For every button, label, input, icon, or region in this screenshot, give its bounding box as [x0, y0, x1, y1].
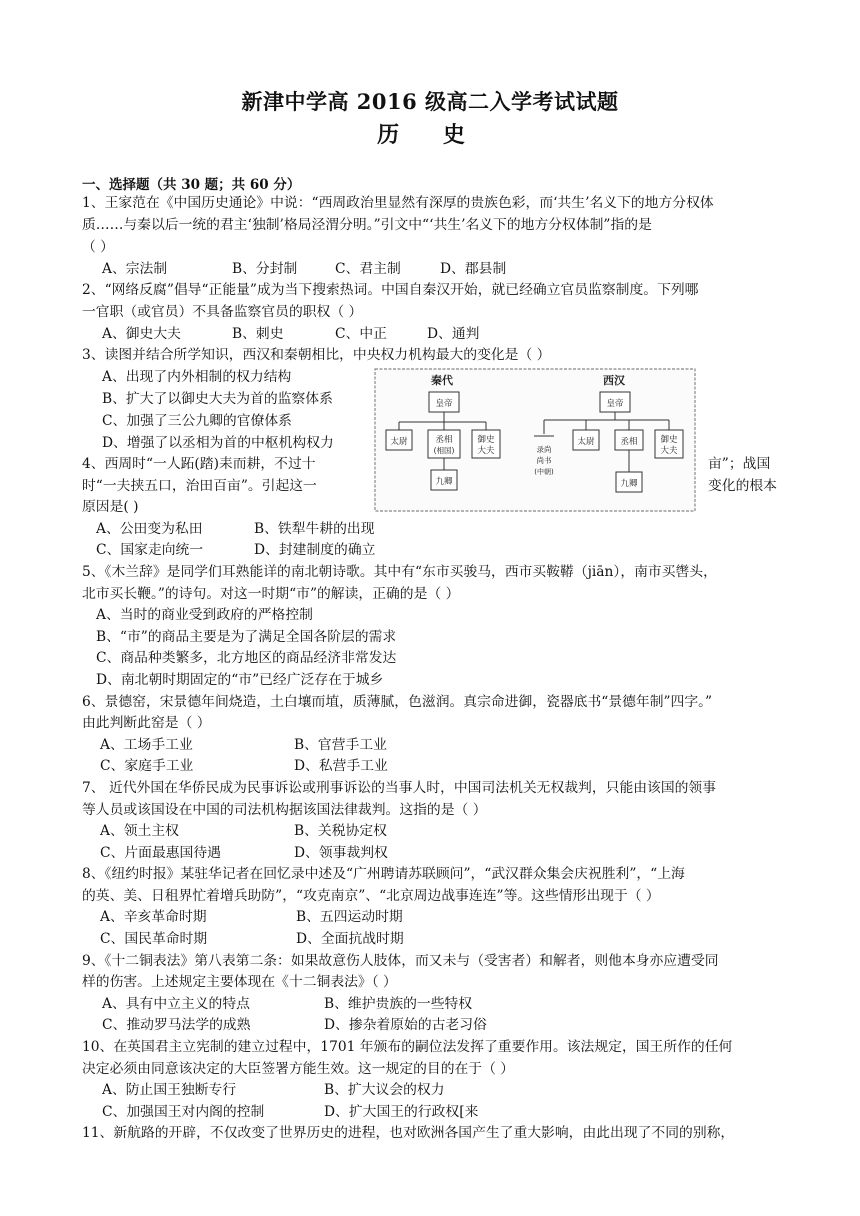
q1-line-3: （ ）: [82, 239, 114, 255]
han-label: 西汉: [603, 374, 625, 387]
han-taiwei: 太尉: [577, 437, 595, 447]
q8-line-1: 8、《纽约时报》某驻华记者在回忆录中述及“广州聘请苏联顾问”，“武汉群众集会庆祝胜利”，“上海: [82, 866, 685, 882]
q3-option-d: D、增强了以丞相为首的中枢机构权力: [102, 435, 334, 451]
qin-han-structure-diagram: [374, 368, 696, 512]
q10-option-a: A、防止国王独断专行: [102, 1082, 237, 1098]
q9-option-a: A、具有中立主义的特点: [102, 996, 250, 1012]
q2-option-d: D、通判: [427, 326, 480, 342]
q6-line-2: 由此判断此窑是（ ）: [82, 715, 211, 731]
han-emperor: 皇帝: [606, 399, 624, 409]
q9-option-c: C、推动罗马法学的成熟: [102, 1017, 251, 1033]
section-heading: 一、选择题（共 30 题；共 60 分）: [82, 177, 301, 193]
q4-line-3: 原因是( ): [82, 499, 139, 515]
q4-option-c: C、国家走向统一: [96, 542, 204, 558]
han-shangshu-note: 录尚: [536, 445, 552, 454]
q3-option-c: C、加强了三公九卿的官僚体系: [102, 413, 292, 429]
q4-line-2-left: 时“一夫挟五口，治田百亩”。引起这一: [82, 478, 317, 494]
q5-line-2: 北市买长鞭。”的诗句。对这一时期“市”的解读，正确的是（ ）: [82, 586, 460, 602]
q5-option-a: A、当时的商业受到政府的严格控制: [96, 607, 313, 623]
q10-line-2: 决定必须由同意该决定的大臣签署方能生效。这一规定的目的在于（ ）: [82, 1061, 515, 1077]
q10-option-d: D、扩大国王的行政权[来: [324, 1104, 479, 1120]
q4-option-b: B、铁犁牛耕的出现: [254, 521, 375, 537]
q8-option-d: D、全面抗战时期: [296, 931, 404, 947]
qin-yushi-2: 大夫: [477, 446, 495, 456]
exam-title: 新津中学高 2016 级高二入学考试试题: [241, 89, 619, 114]
q2-line-1: 2、“网络反腐”倡导“正能量”成为当下搜索热词。中国自秦汉开始，就已经确立官员监察制度。下列哪: [82, 282, 699, 298]
qin-jiuqing: 九卿: [435, 477, 453, 487]
q3-option-a: A、出现了内外相制的权力结构: [102, 369, 292, 385]
q8-option-c: C、国民革命时期: [100, 931, 208, 947]
q5-line-1: 5、《木兰辞》是同学们耳熟能详的南北朝诗歌。其中有“东市买骏马，西市买鞍鞯（jiān），南市买辔头，: [82, 564, 717, 580]
q2-option-c: C、中正: [335, 326, 387, 342]
q10-option-c: C、加强国王对内阁的控制: [102, 1104, 265, 1120]
qin-chancellor-note: (相国): [433, 446, 455, 455]
q8-option-b: B、五四运动时期: [296, 909, 403, 925]
q4-line-1-right: 亩”；战国: [708, 456, 771, 472]
q1-option-c: C、君主制: [335, 261, 401, 277]
q4-option-a: A、公田变为私田: [96, 521, 203, 537]
q2-line-2: 一官职（或官员）不具备监察官员的职权（ ）: [82, 304, 363, 320]
q9-option-b: B、维护贵族的一些特权: [324, 996, 473, 1012]
q4-line-2-right: 变化的根本: [708, 478, 777, 494]
q7-option-a: A、领土主权: [100, 823, 179, 839]
q6-line-1: 6、景德窑，宋景德年间烧造，土白壤而埴，质薄腻，色滋润。真宗命进御，瓷器底书“景德年制”四字。”: [82, 694, 713, 710]
q7-option-b: B、关税协定权: [294, 823, 387, 839]
q11-line-1: 11、新航路的开辟，不仅改变了世界历史的进程，也对欧洲各国产生了重大影响，由此出现了不同的别称，: [82, 1125, 735, 1141]
q8-line-2: 的英、美、日租界忙着增兵助防”，“攻克南京”、“北京周边战事连连”等。这些情形出现于（ ）: [82, 888, 660, 904]
q3-line-1: 3、读图并结合所学知识，西汉和秦朝相比，中央权力机构最大的变化是（ ）: [82, 347, 551, 363]
q9-line-2: 样的伤害。上述规定主要体现在《十二铜表法》（ ）: [82, 974, 397, 990]
q8-option-a: A、辛亥革命时期: [100, 909, 207, 925]
han-chancellor: 丞相: [620, 437, 638, 447]
q1-line-1: 1、王家范在《中国历史通论》中说：“西周政治里显然有深厚的贵族色彩，而‘共生’名义下的地方分权体: [82, 195, 714, 211]
q4-option-d: D、封建制度的确立: [254, 542, 376, 558]
qin-emperor: 皇帝: [435, 399, 453, 409]
qin-chancellor: 丞相: [435, 435, 453, 445]
han-jiuqing: 九卿: [620, 479, 638, 489]
q5-option-d: D、南北朝时期固定的“市”已经广泛存在于城乡: [96, 672, 384, 688]
q1-line-2: 质……与秦以后一统的君主‘独制’格局泾渭分明。”引文中“‘共生’名义下的地方分权体制”指的是: [82, 217, 652, 233]
q4-line-1-left: 4、西周时“一人跖(踏)耒而耕，不过十: [82, 456, 316, 472]
q6-option-d: D、私营手工业: [294, 758, 388, 774]
q5-option-c: C、商品种类繁多，北方地区的商品经济非常发达: [96, 650, 397, 666]
q2-option-b: B、刺史: [232, 326, 284, 342]
han-shangshu: 尚书: [536, 456, 552, 465]
han-shangshu-note-2: (中朝): [534, 468, 554, 476]
q7-line-1: 7、 近代外国在华侨民成为民事诉讼或刑事诉讼的当事人时，中国司法机关无权裁判，只能由该国的领事: [82, 780, 717, 796]
q7-option-c: C、片面最惠国待遇: [100, 845, 221, 861]
q1-option-d: D、郡县制: [440, 261, 507, 277]
q10-line-1: 10、在英国君主立宪制的建立过程中，1701 年颁布的嗣位法发挥了重要作用。该法规定，国王所作的任何: [82, 1039, 733, 1055]
qin-label: 秦代: [431, 374, 453, 387]
q3-option-b: B、扩大了以御史大夫为首的监察体系: [102, 391, 333, 407]
q1-option-b: B、分封制: [232, 261, 298, 277]
q6-option-a: A、工场手工业: [100, 737, 193, 753]
han-yushi: 御史: [660, 435, 678, 445]
q1-option-a: A、宗法制: [102, 261, 168, 277]
q10-option-b: B、扩大议会的权力: [324, 1082, 445, 1098]
q7-option-d: D、领事裁判权: [294, 845, 388, 861]
qin-yushi: 御史: [477, 435, 495, 445]
q2-option-a: A、御史大夫: [102, 326, 181, 342]
han-yushi-2: 大夫: [660, 446, 678, 456]
q6-option-c: C、家庭手工业: [100, 758, 194, 774]
q5-option-b: B、“市”的商品主要是为了满足全国各阶层的需求: [96, 629, 397, 645]
q9-line-1: 9、《十二铜表法》第八表第二条：如果故意伤人肢体，而又未与（受害者）和解者，则他本身亦应遭受同: [82, 953, 719, 969]
subject-title: 历 史: [377, 122, 483, 148]
qin-taiwei: 太尉: [390, 437, 408, 447]
q7-line-2: 等人员或该国设在中国的司法机构据该国法律裁判。这指的是（ ）: [82, 802, 487, 818]
q9-option-d: D、掺杂着原始的古老习俗: [324, 1017, 487, 1033]
q6-option-b: B、官营手工业: [294, 737, 387, 753]
